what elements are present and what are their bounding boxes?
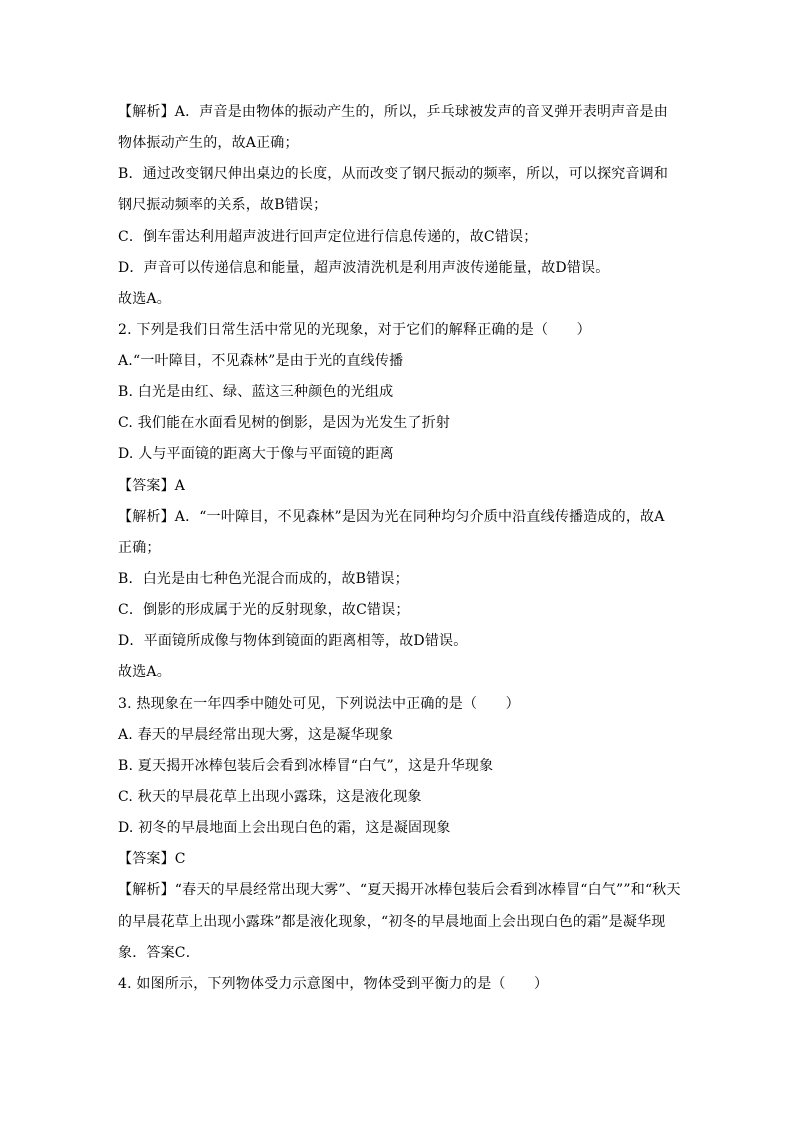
text-line: 钢尺振动频率的关系，故B错误； bbox=[118, 197, 328, 213]
text-line: C．倒车雷达利用超声波进行回声定位进行信息传递的，故C错误； bbox=[118, 229, 538, 245]
text-line: D．平面镜所成像与物体到镜面的距离相等，故D错误。 bbox=[118, 633, 468, 649]
option-c: C. 秋天的早晨花草上出现小露珠，这是液化现象 bbox=[118, 789, 422, 805]
text-line: B．白光是由七种色光混合而成的，故B错误； bbox=[118, 571, 409, 587]
text-line: 【解析】“春天的早晨经常出现大雾”、“夏天揭开冰棒包装后会看到冰棒冒“白气””和“秋天 bbox=[118, 882, 681, 898]
text-line: 【解析】A．“一叶障目，不见森林”是因为光在同种均匀介质中沿直线传播造成的，故A bbox=[118, 509, 665, 525]
option-b: B. 白光是由红、绿、蓝这三种颜色的光组成 bbox=[118, 384, 394, 400]
text-line: D．声音可以传递信息和能量，超声波清洗机是利用声波传递能量，故D错误。 bbox=[118, 260, 610, 276]
text-line: 【解析】A．声音是由物体的振动产生的，所以，乒乓球被发声的音叉弹开表明声音是由 bbox=[118, 104, 668, 120]
option-b: B. 夏天揭开冰棒包装后会看到冰棒冒“白气”，这是升华现象 bbox=[118, 758, 494, 774]
text-line: 正确； bbox=[118, 540, 161, 556]
text-line: 物体振动产生的，故A正确； bbox=[118, 135, 299, 151]
option-d: D. 初冬的早晨地面上会出现白色的霜，这是凝固现象 bbox=[118, 820, 451, 836]
option-d: D. 人与平面镜的距离大于像与平面镜的距离 bbox=[118, 446, 394, 462]
answer-line: 【答案】A bbox=[118, 478, 186, 494]
text-line: 象．答案C． bbox=[118, 945, 200, 961]
question-title: 4. 如图所示，下列物体受力示意图中，物体受到平衡力的是（ ） bbox=[118, 976, 549, 992]
text-line: 故选A。 bbox=[118, 664, 171, 680]
text-line: C．倒影的形成属于光的反射现象，故C错误； bbox=[118, 602, 410, 618]
option-a: A.“一叶障目，不见森林”是由于光的直线传播 bbox=[118, 353, 404, 369]
text-line: 的早晨花草上出现小露珠”都是液化现象，“初冬的早晨地面上会出现白色的霜”是凝华现 bbox=[118, 914, 666, 930]
option-a: A. 春天的早晨经常出现大雾，这是凝华现象 bbox=[118, 727, 394, 743]
question-title: 2. 下列是我们日常生活中常见的光现象，对于它们的解释正确的是（ ） bbox=[118, 322, 591, 338]
text-line: 故选A。 bbox=[118, 291, 171, 307]
answer-line: 【答案】C bbox=[118, 851, 186, 867]
question-title: 3. 热现象在一年四季中随处可见，下列说法中正确的是（ ） bbox=[118, 696, 520, 712]
option-c: C. 我们能在水面看见树的倒影，是因为光发生了折射 bbox=[118, 415, 451, 431]
text-line: B．通过改变钢尺伸出桌边的长度，从而改变了钢尺振动的频率，所以，可以探究音调和 bbox=[118, 166, 669, 182]
